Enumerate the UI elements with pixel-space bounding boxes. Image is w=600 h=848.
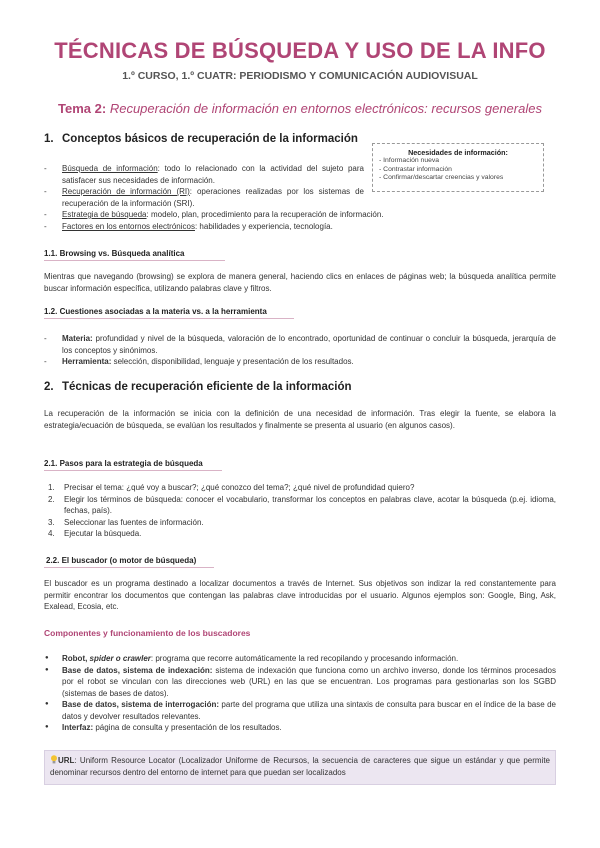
lightbulb-icon — [50, 755, 58, 764]
section-1-heading: 1. Conceptos básicos de recuperación de la información — [44, 133, 358, 145]
necesidades-item: - Información nueva — [379, 157, 440, 164]
subsection-2-1-heading: 2.1. Pasos para la estrategia de búsqueda — [44, 459, 203, 468]
section-1-list — [44, 163, 364, 209]
url-note — [44, 750, 556, 785]
subsection-1-2-heading: 1.2. Cuestiones asociadas a la materia vs. a la herramienta — [44, 307, 267, 316]
subsection-1-1-text: Mientras que navegando (browsing) se explora de manera general, haciendo clics en enlaces de páginas web; la búsqueda analítica permite buscar información específica, utilizando palabras clave y filtros. — [44, 272, 556, 293]
list-item: - Herramienta: selección, disponibilidad, lenguaje y presentación de los resultados. — [44, 356, 556, 368]
list-item: - Factores en los entornos electrónicos: habilidades y experiencia, tecnología. — [44, 221, 556, 233]
list-item: - Recuperación de información (RI): operaciones realizadas por los sistemas de recuperación de la información (SRI). — [44, 186, 364, 209]
list-item: 1. Precisar el tema: ¿qué voy a buscar?; ¿qué conozco del tema?; ¿qué nivel de profundidad quiero? — [48, 483, 415, 492]
subsection-underline — [44, 260, 225, 261]
list-item: 4. Ejecutar la búsqueda. — [48, 529, 142, 538]
list-item: ● Interfaz: página de consulta y presentación de los resultados. — [44, 722, 556, 734]
section-1-list-cont — [44, 209, 556, 232]
list-item: - Estrategia de búsqueda: modelo, plan, procedimiento para la recuperación de información. — [44, 209, 556, 221]
list-item: - Materia: profundidad y nivel de la búsqueda, valoración de lo encontrado, oportunidad de continuar o concluir la búsqueda, jerarquía de los conceptos y sinónimos. — [44, 333, 556, 356]
tema-label: Tema 2: — [58, 101, 107, 116]
document-subtitle: 1.º CURSO, 1.º CUATR: PERIODISMO Y COMUNICACIÓN AUDIOVISUAL — [122, 70, 478, 82]
url-note-text: : Uniform Resource Locator (Localizador Uniforme de Recursos, la secuencia de caracteres que sigue un estándar y que permite denominar recursos dentro del entorno de internet para que puedan ser localizados — [50, 756, 550, 777]
section-2-heading: 2. Técnicas de recuperación eficiente de la información — [44, 381, 352, 393]
componentes-heading: Componentes y funcionamiento de los buscadores — [44, 628, 251, 638]
steps-list — [44, 482, 556, 540]
necesidades-box — [372, 143, 544, 192]
document-title: TÉCNICAS DE BÚSQUEDA Y USO DE LA INFO — [54, 38, 546, 63]
necesidades-item: - Contrastar información — [379, 165, 452, 173]
subsection-2-2-heading: 2.2. El buscador (o motor de búsqueda) — [46, 556, 197, 565]
list-item: ● Robot, spider o crawler: programa que recorre automáticamente la red recopilando y procesando información. — [44, 653, 556, 665]
tema-title: Recuperación de información en entornos electrónicos: recursos generales — [109, 101, 542, 116]
url-note-term: URL — [58, 756, 75, 765]
tema-heading — [0, 101, 600, 116]
list-item: 3. Seleccionar las fuentes de información. — [48, 517, 204, 527]
subsection-1-2-list — [44, 333, 556, 368]
necesidades-box-title: Necesidades de información: — [408, 148, 508, 157]
list-item: - Búsqueda de información: todo lo relacionado con la actividad del sujeto para satisfacer sus necesidades de información. — [44, 163, 364, 186]
subsection-2-2-text: El buscador es un programa destinado a localizar documentos a través de Internet. Sus objetivos son indizar la red constantemente para permitir encontrar los documentos que contengan las palabras clave introducidas por el usuario. Algunos ejemplos son: Google, Bing, Ask, Exalead, Ecosia, etc. — [44, 579, 556, 611]
subsection-underline — [44, 567, 214, 568]
subsection-underline — [44, 470, 222, 471]
subsection-1-1-heading: 1.1. Browsing vs. Búsqueda analítica — [44, 249, 185, 258]
list-item: 2. Elegir los términos de búsqueda: conocer el vocabulario, transformar los conceptos en palabras clave, acotar la búsqueda (p.ej. idioma, fechas, país). — [48, 494, 556, 515]
necesidades-item: - Confirmar/descartar creencias y valores — [379, 174, 504, 181]
componentes-list — [44, 653, 556, 734]
list-item: ● Base de datos, sistema de interrogación: parte del programa que utiliza una sintaxis de consulta para buscar en el índice de la base de datos y devolver resultados relevantes. — [44, 699, 556, 722]
subsection-underline — [44, 318, 294, 319]
section-2-text: La recuperación de la información se inicia con la definición de una necesidad de información. Tras elegir la fuente, se elabora la estrategia/ecuación de búsqueda, se evalúan los resultados y finalmente se presenta al usuario (en algunos casos). — [44, 409, 556, 430]
list-item: ● Base de datos, sistema de indexación: sistema de indexación que funciona como un archivo inverso, donde los términos procesados por el robot se vinculan con las direcciones web (URL) en las que se encuentran. Los programas para gestionarlas son los SGBD (sistemas de bases de datos). — [44, 665, 556, 700]
